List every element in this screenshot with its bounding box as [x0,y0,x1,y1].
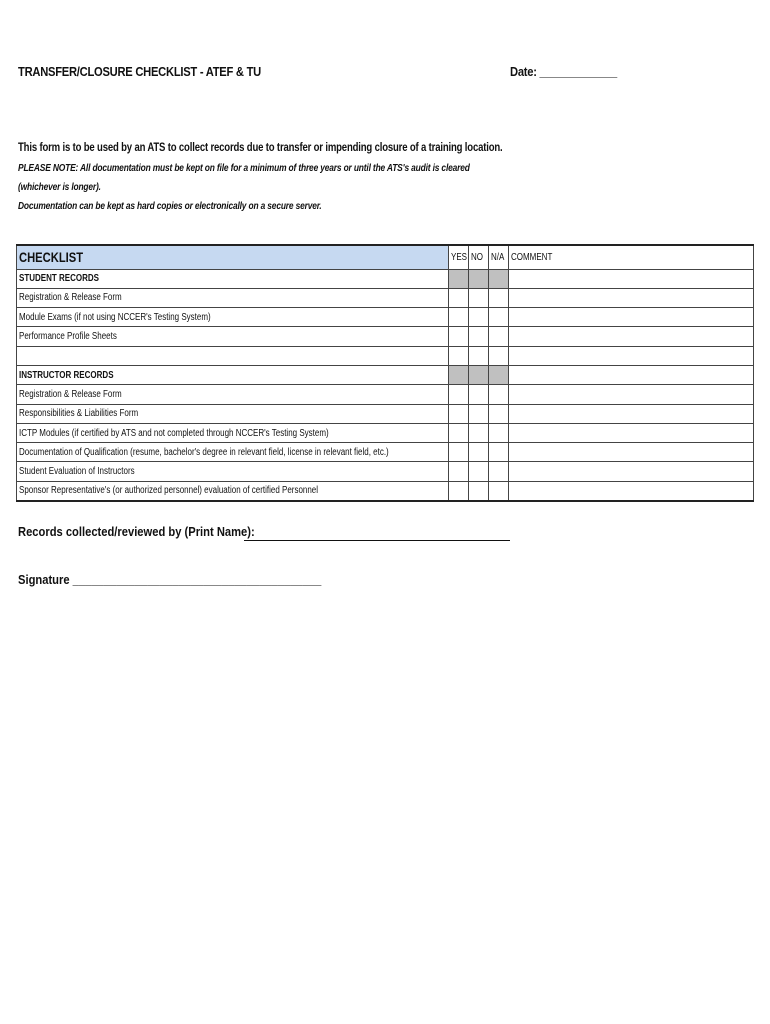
table-row [17,327,754,346]
comment-cell[interactable] [509,346,754,365]
yes-cell [449,365,469,384]
na-cell [489,365,509,384]
no-cell[interactable] [469,288,489,307]
na-cell[interactable] [489,462,509,481]
yes-cell[interactable] [449,443,469,462]
student-records-section [17,269,754,288]
table-row [17,404,754,423]
na-cell[interactable] [489,481,509,500]
comment-cell[interactable] [509,385,754,404]
table-row [17,288,754,307]
no-cell[interactable] [469,481,489,500]
yes-cell[interactable] [449,481,469,500]
table-row [17,346,754,365]
section-label: INSTRUCTOR RECORDS [17,365,449,384]
intro-purpose: This form is to be used by an ATS to collect records due to transfer or impending closure of a training location. [18,142,503,154]
no-cell[interactable] [469,385,489,404]
yes-cell [449,269,469,288]
yes-cell[interactable] [449,346,469,365]
checklist-item: ICTP Modules (if certified by ATS and not completed through NCCER's Testing System) [17,423,449,442]
yes-cell[interactable] [449,385,469,404]
na-cell[interactable] [489,404,509,423]
table-row [17,308,754,327]
checklist-table [16,244,754,502]
checklist-item: Performance Profile Sheets [17,327,449,346]
na-cell[interactable] [489,443,509,462]
yes-cell[interactable] [449,288,469,307]
na-cell[interactable] [489,327,509,346]
comment-cell [509,365,754,384]
comment-cell[interactable] [509,327,754,346]
checklist-header: CHECKLIST [17,245,449,269]
checklist-item: Responsibilities & Liabilities Form [17,404,449,423]
intro-storage-note: Documentation can be kept as hard copies or electronically on a secure server. [18,200,322,212]
no-cell[interactable] [469,443,489,462]
na-cell[interactable] [489,423,509,442]
no-cell[interactable] [469,346,489,365]
table-row [17,462,754,481]
print-name-field[interactable] [244,540,510,541]
table-row [17,423,754,442]
yes-cell[interactable] [449,327,469,346]
records-collected-label: Records collected/reviewed by (Print Name): [18,524,255,539]
table-row [17,443,754,462]
signature-field[interactable]: Signature ________________________________________ [18,572,322,587]
checklist-item: Student Evaluation of Instructors [17,462,449,481]
table-row [17,481,754,500]
checklist-item: Registration & Release Form [17,288,449,307]
comment-cell[interactable] [509,443,754,462]
na-cell[interactable] [489,346,509,365]
na-cell[interactable] [489,288,509,307]
intro-note: PLEASE NOTE: All documentation must be kept on file for a minimum of three years or until the ATS's audit is cleared [18,162,470,174]
checklist-item [17,346,449,365]
no-cell [469,269,489,288]
date-field[interactable]: Date: _____________ [510,64,618,79]
na-cell[interactable] [489,385,509,404]
na-cell [489,269,509,288]
comment-cell[interactable] [509,308,754,327]
checklist-item: Registration & Release Form [17,385,449,404]
checklist-item: Documentation of Qualification (resume, bachelor's degree in relevant field, license in relevant field, etc.) [17,443,449,462]
comment-cell[interactable] [509,423,754,442]
yes-cell[interactable] [449,423,469,442]
table-header-row [17,245,754,269]
form-title: TRANSFER/CLOSURE CHECKLIST - ATEF & TU [18,64,261,79]
checklist-item: Sponsor Representative's (or authorized personnel) evaluation of certified Personnel [17,481,449,500]
na-header: N/A [489,245,509,269]
no-cell [469,365,489,384]
comment-cell[interactable] [509,462,754,481]
no-cell[interactable] [469,404,489,423]
no-cell[interactable] [469,462,489,481]
comment-header: COMMENT [509,245,754,269]
intro-note-cont: (whichever is longer). [18,181,101,193]
comment-cell [509,269,754,288]
no-cell[interactable] [469,308,489,327]
comment-cell[interactable] [509,481,754,500]
comment-cell[interactable] [509,404,754,423]
yes-cell[interactable] [449,308,469,327]
yes-header: YES [449,245,469,269]
no-cell[interactable] [469,327,489,346]
instructor-records-section [17,365,754,384]
table-row [17,385,754,404]
intro-text [18,142,618,219]
section-label: STUDENT RECORDS [17,269,449,288]
na-cell[interactable] [489,308,509,327]
comment-cell[interactable] [509,288,754,307]
yes-cell[interactable] [449,404,469,423]
checklist-item: Module Exams (if not using NCCER's Testing System) [17,308,449,327]
no-header: NO [469,245,489,269]
yes-cell[interactable] [449,462,469,481]
no-cell[interactable] [469,423,489,442]
